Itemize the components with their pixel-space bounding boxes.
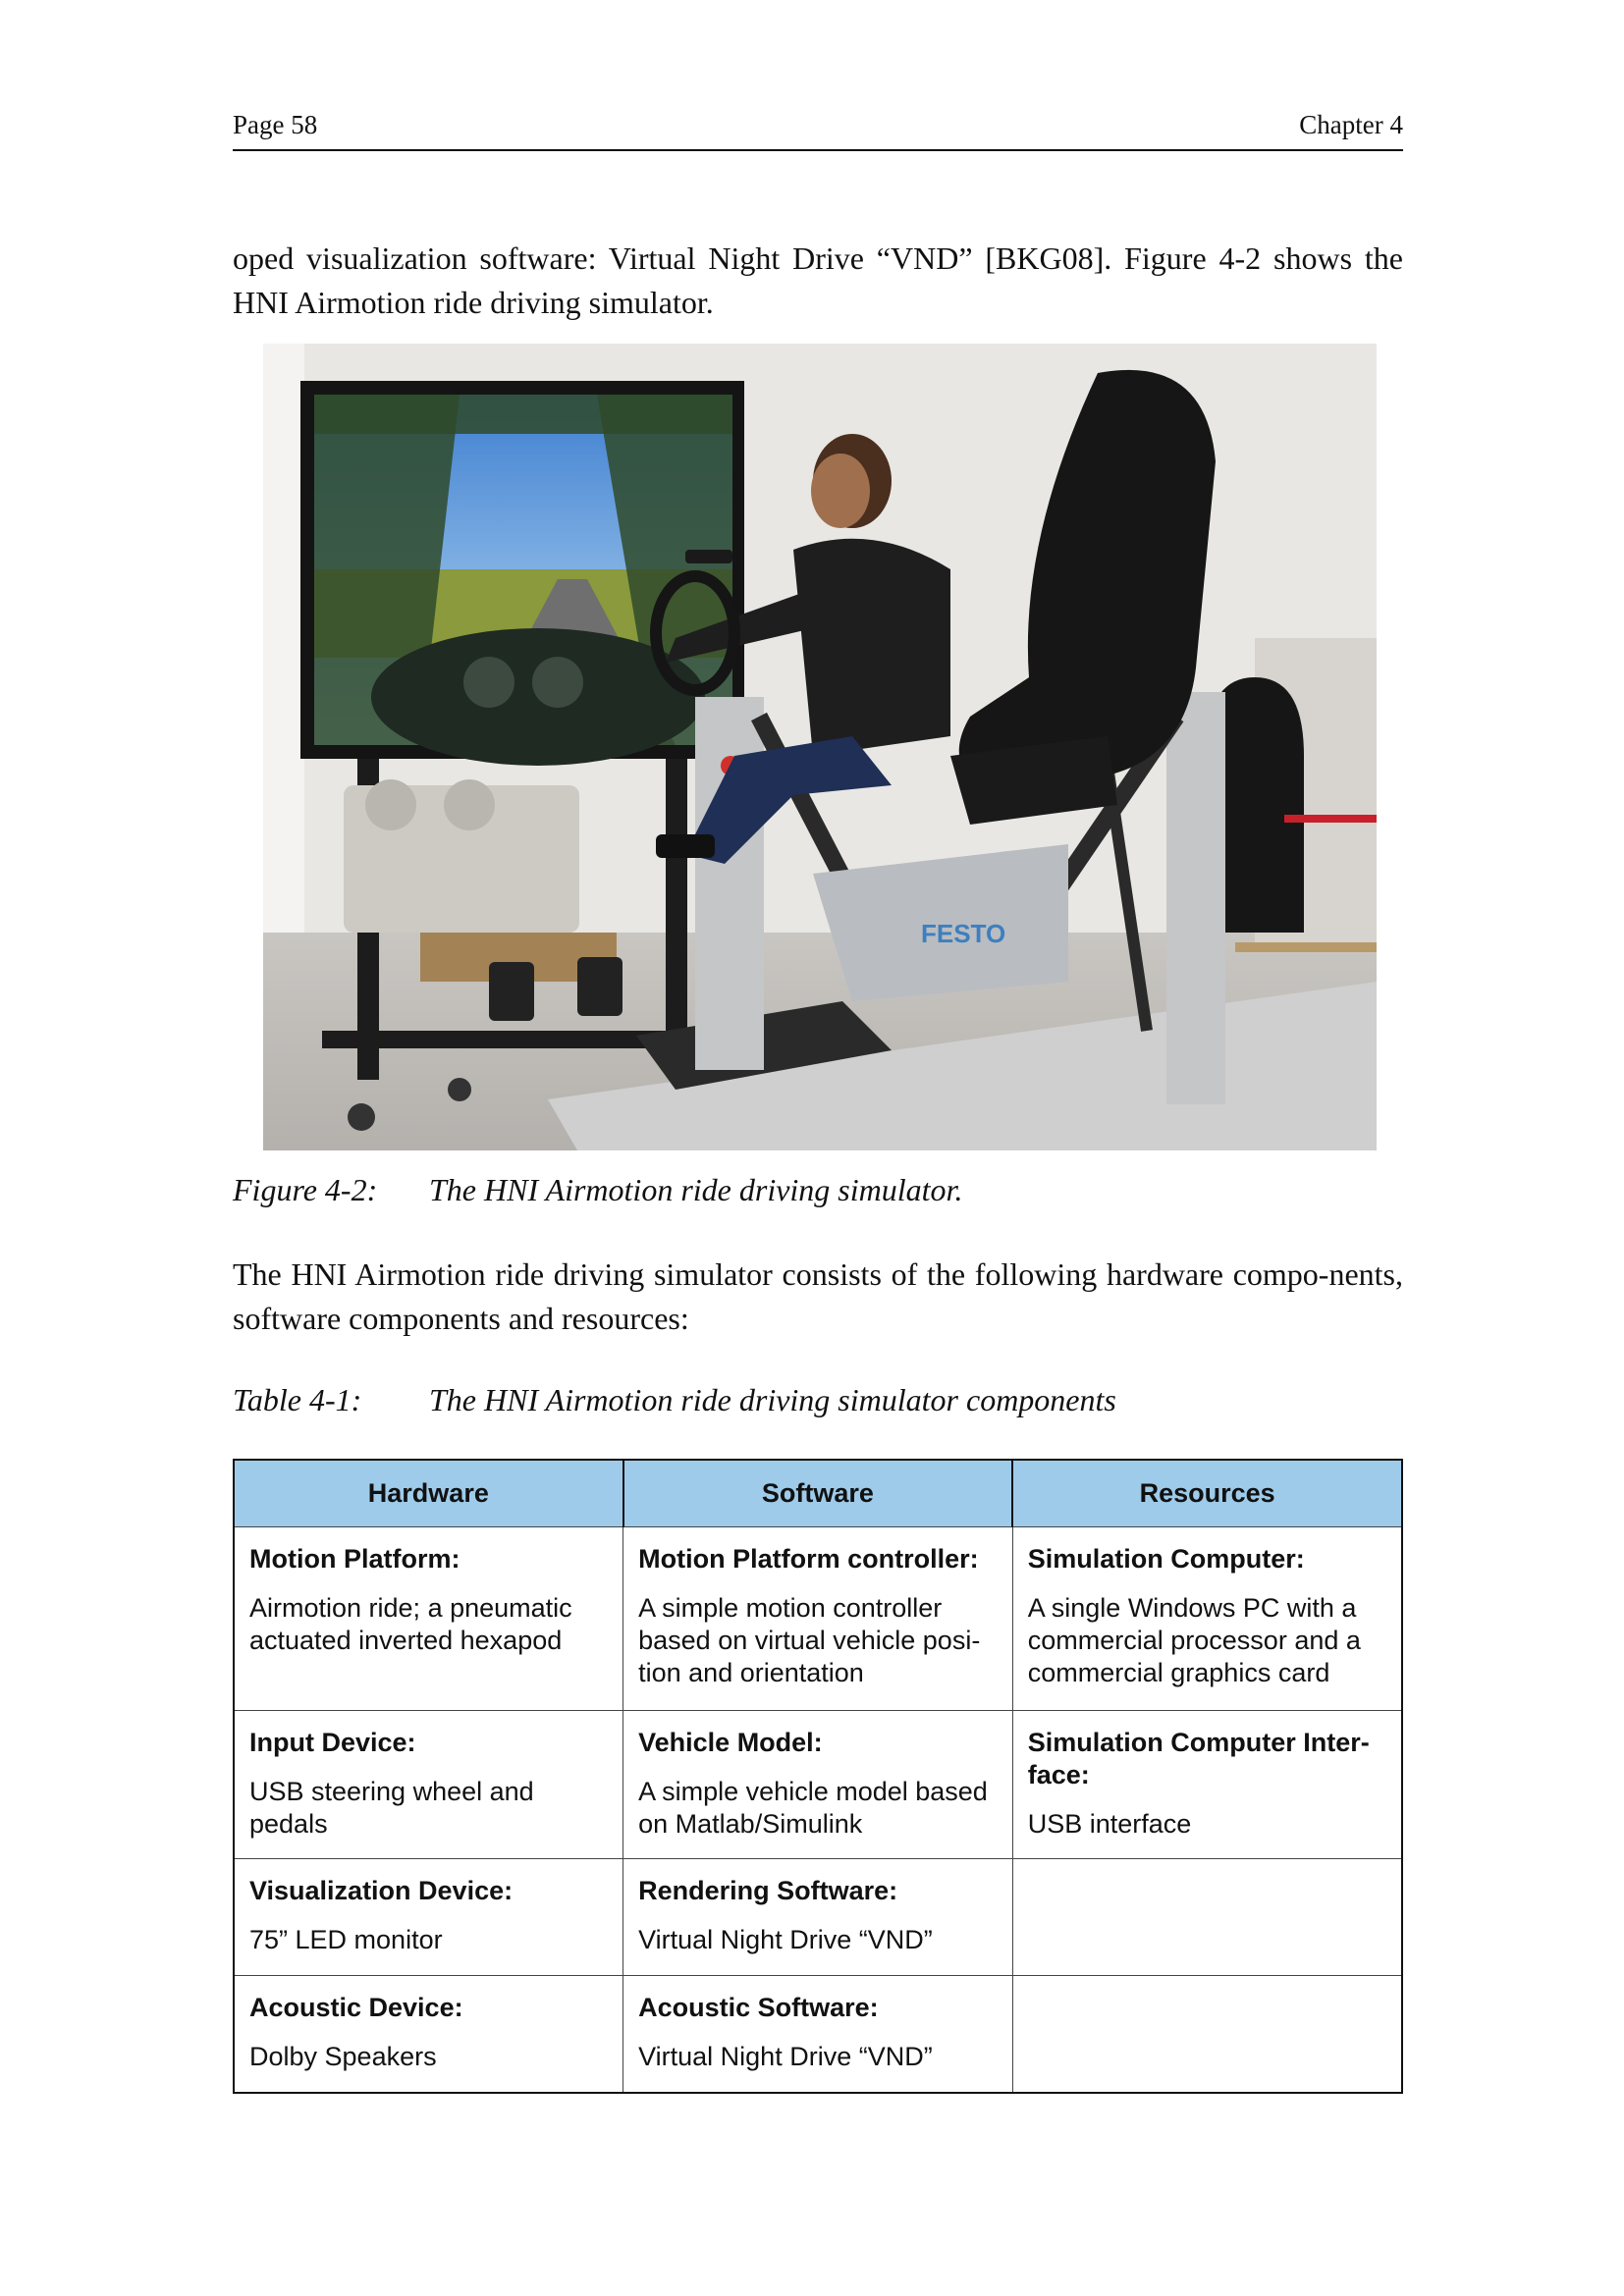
simulator-photo — [263, 344, 1377, 1150]
page-number: Page 58 — [233, 110, 318, 139]
table-row — [234, 1711, 1402, 1859]
table-row — [234, 1976, 1402, 2094]
cell-title: Acoustic Software: — [638, 1993, 879, 2022]
cell-title: Vehicle Model: — [638, 1728, 823, 1757]
cell-title: Simulation Computer Inter-face: — [1027, 1728, 1370, 1789]
body-paragraph: The HNI Airmotion ride driving simulator consists of the following hardware compo-nents, software components and resources: — [233, 1256, 1403, 1336]
cell-text: A single Windows PC with a commercial processor and a commercial graphics card — [1027, 1593, 1361, 1687]
cell-title: Motion Platform: — [249, 1544, 460, 1574]
platform-brand-label: FESTO — [921, 919, 1006, 948]
table-cell — [1012, 1527, 1402, 1711]
cell-text: Virtual Night Drive “VND” — [638, 1925, 933, 1954]
table-number: Table 4-1: — [233, 1382, 362, 1417]
cell-text: A simple vehicle model based on Matlab/Simulink — [638, 1777, 988, 1839]
cell-text: Virtual Night Drive “VND” — [638, 2042, 933, 2071]
table-cell — [234, 1859, 623, 1976]
cell-title: Acoustic Device: — [249, 1993, 463, 2022]
cell-title: Rendering Software: — [638, 1876, 898, 1905]
header-hardware: Hardware — [234, 1460, 623, 1527]
figure-caption — [233, 1172, 962, 1208]
table-caption — [233, 1382, 1116, 1418]
table-cell — [234, 1527, 623, 1711]
table-row — [234, 1859, 1402, 1976]
cell-title: Input Device: — [249, 1728, 416, 1757]
cell-text: USB steering wheel and pedals — [249, 1777, 534, 1839]
header-resources: Resources — [1012, 1460, 1402, 1527]
table-cell — [623, 1527, 1013, 1711]
table-cell — [234, 1976, 623, 2094]
table-cell — [1012, 1711, 1402, 1859]
components-table — [233, 1459, 1403, 2094]
cell-text: Airmotion ride; a pneumatic actuated inverted hexapod — [249, 1593, 572, 1655]
cell-title: Motion Platform controller: — [638, 1544, 979, 1574]
table-caption-text: The HNI Airmotion ride driving simulator components — [429, 1382, 1116, 1417]
cell-text: Dolby Speakers — [249, 2042, 437, 2071]
table-cell — [623, 1976, 1013, 2094]
table-cell-empty — [1012, 1859, 1402, 1976]
table-header-row — [234, 1460, 1402, 1527]
table-cell — [623, 1859, 1013, 1976]
intro-paragraph: oped visualization software: Virtual Night Drive “VND” [BKG08]. Figure 4-2 shows the HNI Airmotion ride driving simulator. — [233, 240, 1403, 320]
table-cell — [234, 1711, 623, 1859]
cell-title: Visualization Device: — [249, 1876, 514, 1905]
chapter-label: Chapter 4 — [1299, 110, 1403, 139]
cell-text: USB interface — [1027, 1809, 1192, 1839]
figure-number: Figure 4-2: — [233, 1172, 378, 1207]
header-software: Software — [623, 1460, 1013, 1527]
page-header — [233, 106, 1403, 151]
table-cell — [623, 1711, 1013, 1859]
table-row — [234, 1527, 1402, 1711]
cell-title: Simulation Computer: — [1027, 1544, 1305, 1574]
cell-text: 75” LED monitor — [249, 1925, 443, 1954]
cell-text: A simple motion controller based on virtual vehicle posi-tion and orientation — [638, 1593, 981, 1687]
table-cell-empty — [1012, 1976, 1402, 2094]
figure-caption-text: The HNI Airmotion ride driving simulator. — [429, 1172, 963, 1207]
